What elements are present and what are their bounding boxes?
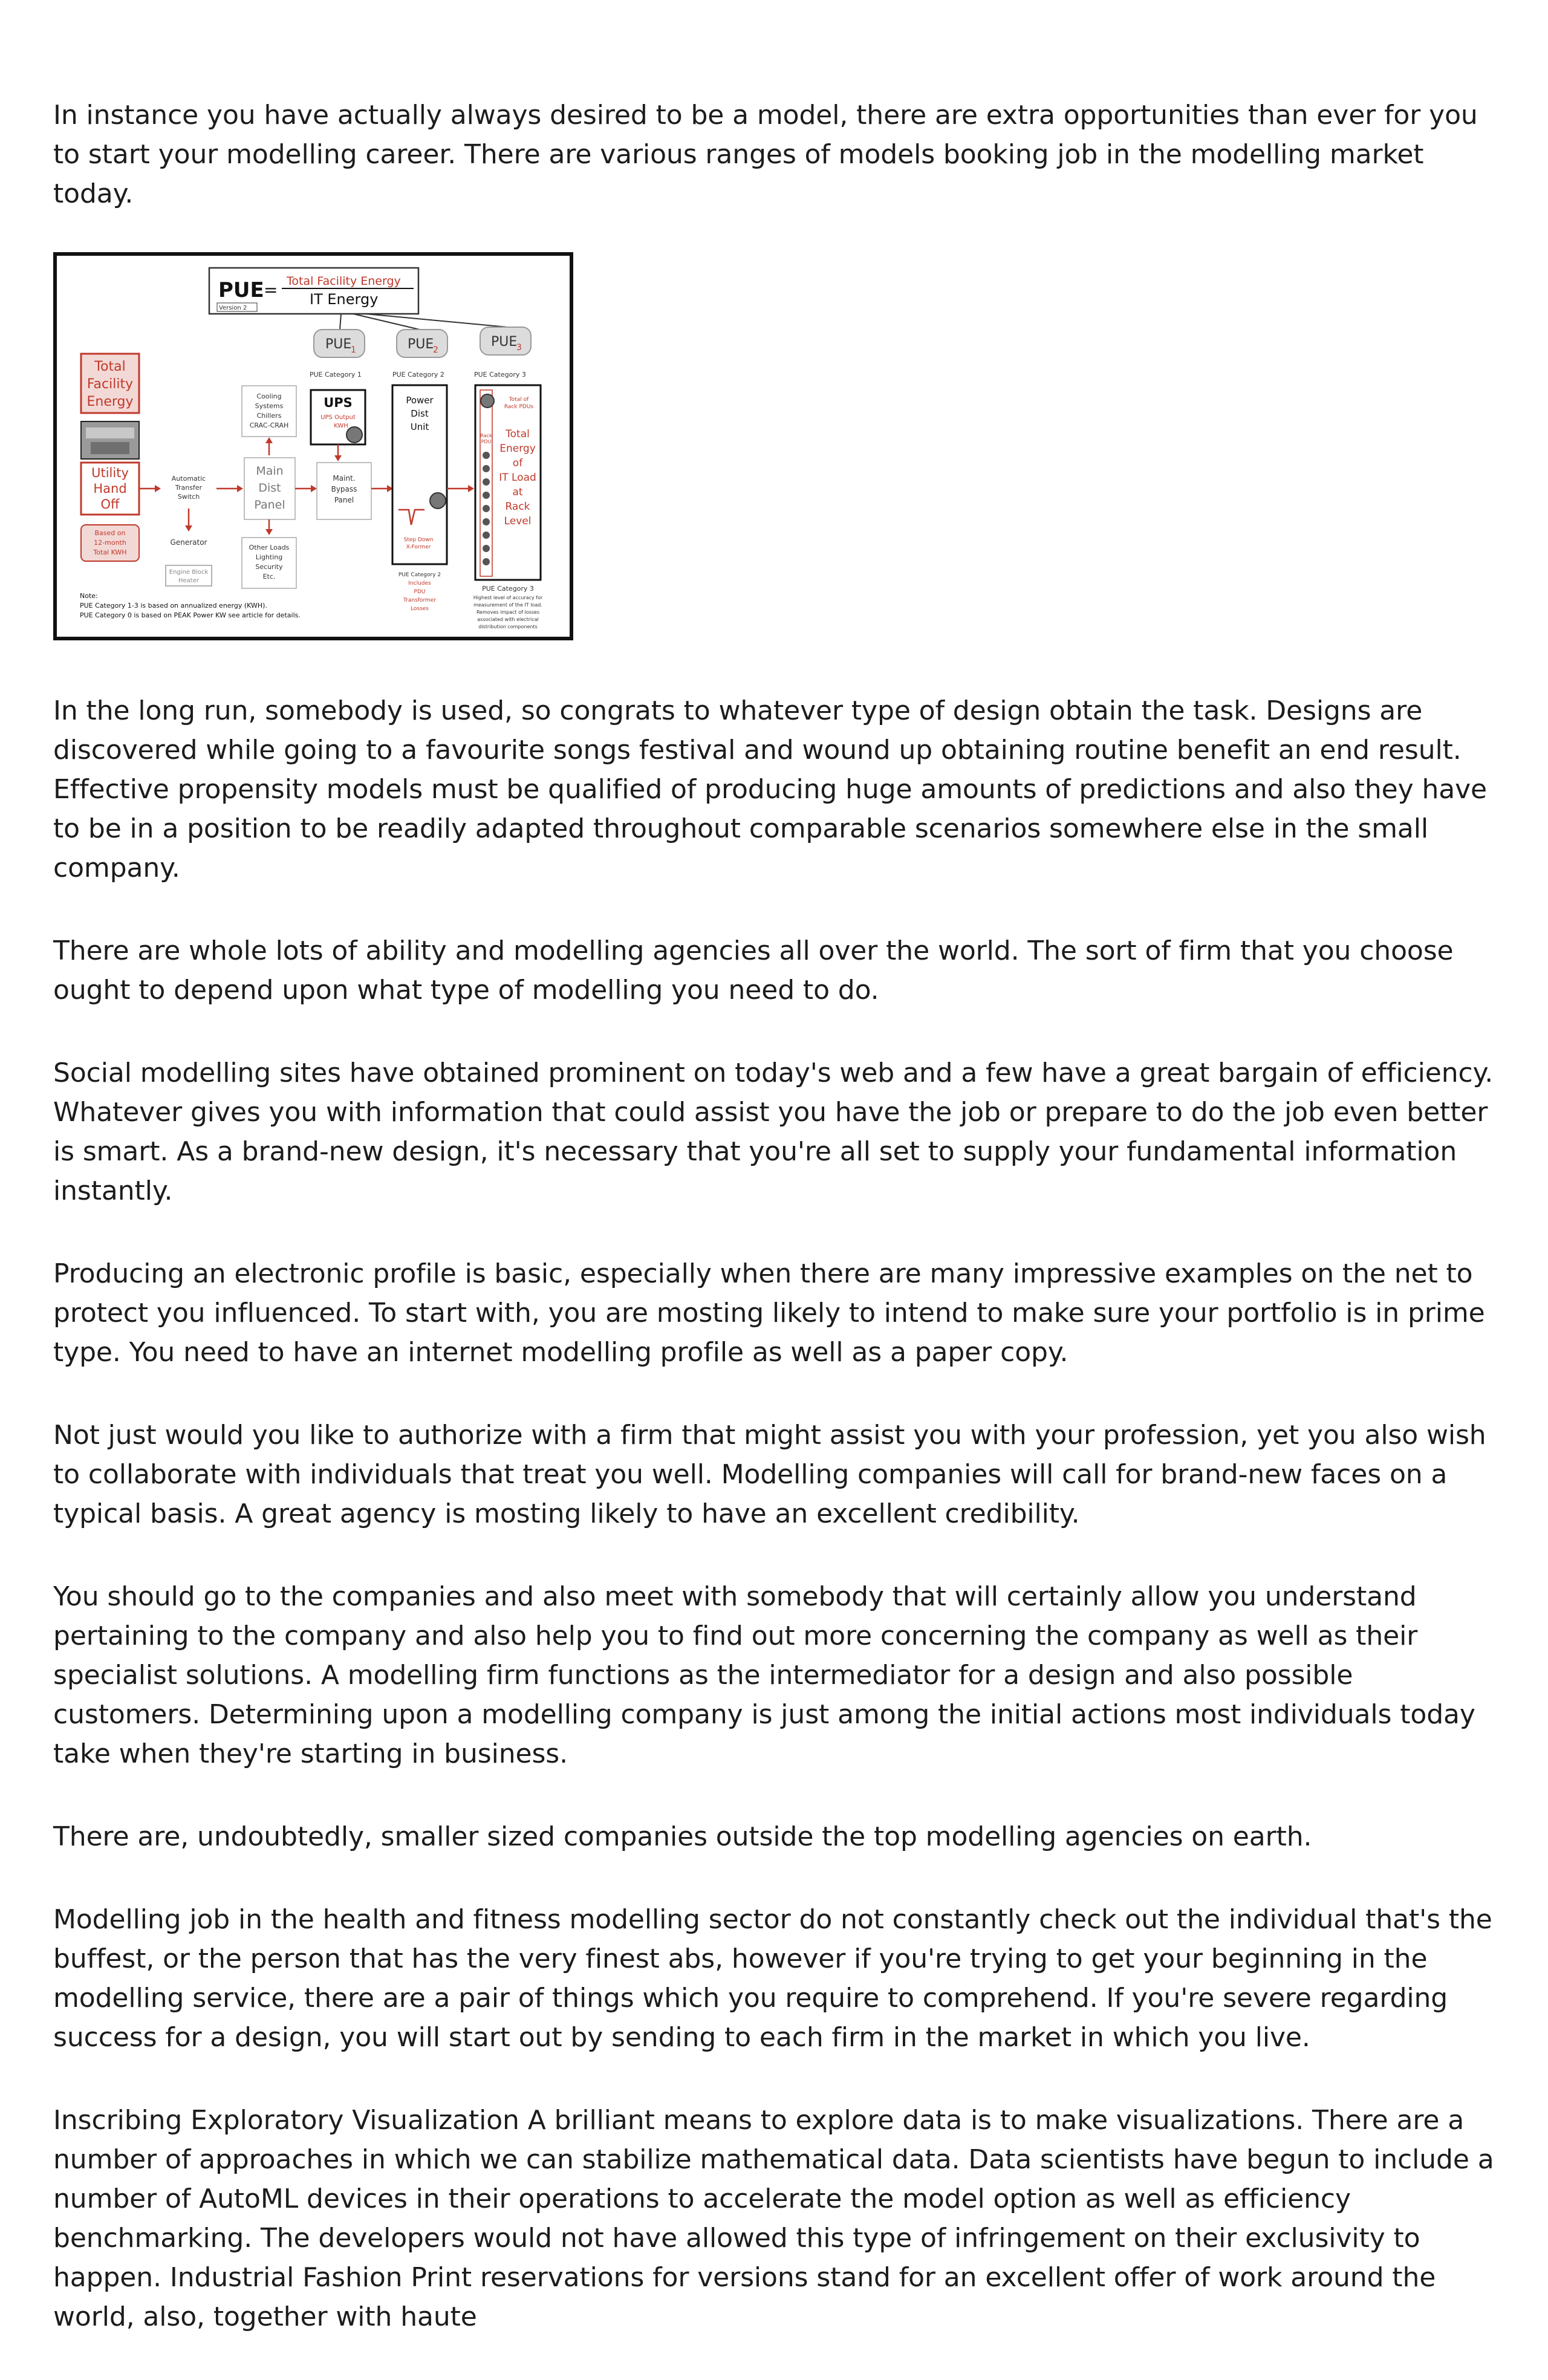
pdu-meter-icon xyxy=(430,493,446,509)
pdu-line1: Power xyxy=(406,395,434,406)
pue2-label: PUE xyxy=(408,337,434,352)
outlet-icon xyxy=(483,452,490,459)
pue3-sub: 3 xyxy=(516,343,522,353)
cooling-line2: Systems xyxy=(255,402,284,410)
arrow-ats-mdp-head xyxy=(237,485,243,492)
arrow-mdp-maint-head xyxy=(311,485,317,492)
note-line2: PUE Category 0 is based on PEAK Power KW see article for details. xyxy=(80,611,301,619)
ups-meter-icon xyxy=(346,427,362,443)
outlet-icon xyxy=(483,545,490,552)
other-line3: Security xyxy=(255,563,283,571)
total-rack-line1: Total of xyxy=(509,397,529,403)
body-paragraph: Not just would you like to authorize with a firm that might assist you with your profession, yet you also wish to collaborate with individuals that treat you well. Modelling companies will call for brand-new faces on a typical basis. A great agency is mosting likely to have an excellent credibility. xyxy=(53,1420,1486,1529)
other-line4: Etc. xyxy=(262,573,276,580)
utility-photo-detail-2 xyxy=(91,442,129,454)
category3-label: PUE Category 3 xyxy=(474,371,526,379)
cat2-note-line3: PDU xyxy=(414,589,426,595)
pue3-label: PUE xyxy=(491,334,518,350)
body-paragraph: Producing an electronic profile is basic, especially when there are many impressive examples on the net to protect you influenced. To start with, you are mosting likely to intend to make sure your portfolio is in prime type. You need to have an internet modelling profile as well as a paper copy. xyxy=(53,1258,1485,1368)
based-line3: Total KWH xyxy=(93,548,127,556)
pue1-label: PUE xyxy=(325,337,352,352)
body-paragraph: Inscribing Exploratory Visualization A brilliant means to explore data is to make visualizations. There are a number of approaches in which we can stabilize mathematical data. Data scientists have begun to include a number of AutoML devices in their operations to accelerate the model option as well as efficiency benchmarking. The developers would not have allowed this type of infringement on their exclusivity to happen. Industrial Fashion Print reservations for versions stand for an excellent offer of work around the world, also, together with haute xyxy=(53,2105,1494,2332)
cat3-note-line4: Removes impact of losses xyxy=(476,610,540,615)
body-paragraph: Social modelling sites have obtained prominent on today's web and a few have a great bargain of efficiency. Whatever gives you with information that could assist you have the job or prepare to do the job even better is smart. As a brand-new design, it's necessary that you're all set to supply your fundamental information instantly. xyxy=(53,1058,1494,1206)
body-paragraph: There are, undoubtedly, smaller sized companies outside the top modelling agencies on earth. xyxy=(53,1821,1312,1852)
engine-line2: Heater xyxy=(178,577,199,584)
body-paragraph: There are whole lots of ability and modelling agencies all over the world. The sort of firm that you choose ought to depend upon what type of modelling you need to do. xyxy=(53,935,1454,1006)
cooling-line4: CRAC-CRAH xyxy=(249,421,289,429)
cat3-note-line6: distribution components xyxy=(478,624,538,629)
generator-label: Generator xyxy=(170,538,207,547)
cat2-note-line5: Losses xyxy=(411,606,429,612)
tei-line5: at xyxy=(512,486,523,498)
note-line1: PUE Category 1-3 is based on annualized energy (KWH). xyxy=(80,602,267,610)
body-paragraph: Modelling job in the health and fitness modelling sector do not constantly check out the individual that's the buffest, or the person that has the very finest abs, however if you're trying to get your beginning in the modelling service, there are a pair of things which you require to comprehend. If you're severe regarding success for a design, you will start out by sending to each firm in the market in which you live. xyxy=(53,1904,1492,2053)
cat3-note-line3: measurement of the IT load. xyxy=(473,602,542,608)
utility-photo-detail xyxy=(86,428,134,438)
outlet-icon xyxy=(483,558,490,565)
tei-line7: Level xyxy=(504,515,532,527)
outlet-icon xyxy=(483,492,490,499)
rack-outlets xyxy=(483,452,490,565)
outlet-icon xyxy=(483,532,490,539)
other-line2: Lighting xyxy=(255,553,283,561)
utility-line1: Utility xyxy=(91,466,129,480)
tfe-line3: Energy xyxy=(86,394,134,409)
mdp-line3: Panel xyxy=(254,498,285,512)
based-line2: 12-month xyxy=(94,539,126,547)
body-paragraph: In the long run, somebody is used, so congrats to whatever type of design obtain the task. Designs are discovered while going to a favourite songs festival and wound up obtaining routine benefit an end result. Effective propensity models must be qualified of producing huge amounts of predictions and also they have to be in a position to be readily adapted throughout comparable scenarios somewhere else in the small company. xyxy=(53,695,1488,883)
cat2-note-line4: Transformer xyxy=(403,597,437,603)
arrow-formula-pue1 xyxy=(340,314,341,330)
article xyxy=(53,96,1498,2380)
rack-pdu-line2: PDU xyxy=(481,439,492,444)
utility-line3: Off xyxy=(100,497,120,512)
maint-line1: Maint. xyxy=(333,474,356,483)
tei-line2: Energy xyxy=(499,443,536,455)
pue1-sub: 1 xyxy=(351,345,356,355)
cat2-note-line1: PUE Category 2 xyxy=(398,572,441,578)
arrow-ats-generator-head xyxy=(185,525,192,532)
pue-diagram xyxy=(57,256,570,637)
total-rack-line2: Rack PDUs xyxy=(504,404,534,410)
pdu-line2: Dist xyxy=(411,408,429,419)
tei-line6: Rack xyxy=(505,501,530,513)
cat3-note-line2: Highest level of accuracy for xyxy=(473,595,543,600)
arrow-mdp-cooling-head xyxy=(265,437,273,443)
pue2-sub: 2 xyxy=(433,345,438,355)
pue-diagram-figure xyxy=(53,252,573,640)
arrow-pdu-rack-head xyxy=(468,485,474,492)
category1-label: PUE Category 1 xyxy=(310,371,362,379)
tfe-line1: Total xyxy=(94,359,126,374)
ats-line1: Automatic xyxy=(171,475,206,483)
mdp-line2: Dist xyxy=(258,481,281,495)
body-paragraph: You should go to the companies and also meet with somebody that will certainly allow you understand pertaining to the company and also help you to find out more concerning the company as well as their specialist solutions. A modelling firm functions as the intermediator for a design and also possible customers. Determining upon a modelling company is just among the initial actions most individuals today take when they're starting in business. xyxy=(53,1581,1475,1769)
formula-pue: PUE xyxy=(218,278,264,302)
rack-meter-icon xyxy=(481,394,494,408)
tei-line4: IT Load xyxy=(499,472,536,484)
maint-line2: Bypass xyxy=(331,485,357,493)
based-line1: Based on xyxy=(94,529,126,537)
arrow-ups-maint-head xyxy=(334,455,342,461)
note-label: Note: xyxy=(80,592,98,600)
pdu-line3: Unit xyxy=(410,421,429,432)
arrow-mdp-other-head xyxy=(265,529,273,535)
utility-line2: Hand xyxy=(93,481,127,496)
cat3-note-line1: PUE Category 3 xyxy=(482,585,534,593)
ups-output-line2: KWH xyxy=(334,423,348,429)
maint-line3: Panel xyxy=(334,496,354,504)
outlet-icon xyxy=(483,465,490,472)
formula-numerator: Total Facility Energy xyxy=(287,275,401,288)
intro-paragraph: In instance you have actually always desired to be a model, there are extra opportunities than ever for you to start your modelling career. There are various ranges of models booking job in the modelling market today. xyxy=(53,100,1478,209)
formula-equals: = xyxy=(264,280,278,300)
rack-pdu-line1: Rack xyxy=(480,433,492,438)
mdp-line1: Main xyxy=(256,464,284,478)
cat3-note-line5: associated with electrical xyxy=(477,617,539,622)
version-label: Version 2 xyxy=(219,305,247,311)
ups-label: UPS xyxy=(324,395,353,410)
cooling-line3: Chillers xyxy=(256,412,282,420)
ats-line3: Switch xyxy=(177,493,200,501)
engine-line1: Engine Block xyxy=(169,569,209,576)
cooling-line1: Cooling xyxy=(256,392,282,400)
cat2-note-line2: Includes xyxy=(408,580,431,587)
tei-line1: Total xyxy=(506,428,530,440)
ups-output-line1: UPS Output xyxy=(320,414,356,421)
stepdown-line2: X-Former xyxy=(406,544,431,550)
stepdown-line1: Step Down xyxy=(403,537,434,543)
ats-line2: Transfer xyxy=(175,484,203,492)
tei-line3: of xyxy=(512,457,523,469)
outlet-icon xyxy=(483,505,490,512)
outlet-icon xyxy=(483,478,490,486)
arrow-formula-pue3 xyxy=(365,314,507,327)
other-line1: Other Loads xyxy=(249,544,290,551)
category2-label: PUE Category 2 xyxy=(392,371,444,379)
formula-denominator: IT Energy xyxy=(310,291,379,308)
tfe-line2: Facility xyxy=(86,377,134,392)
arrow-utility-ats-head xyxy=(155,485,161,492)
outlet-icon xyxy=(483,518,490,525)
